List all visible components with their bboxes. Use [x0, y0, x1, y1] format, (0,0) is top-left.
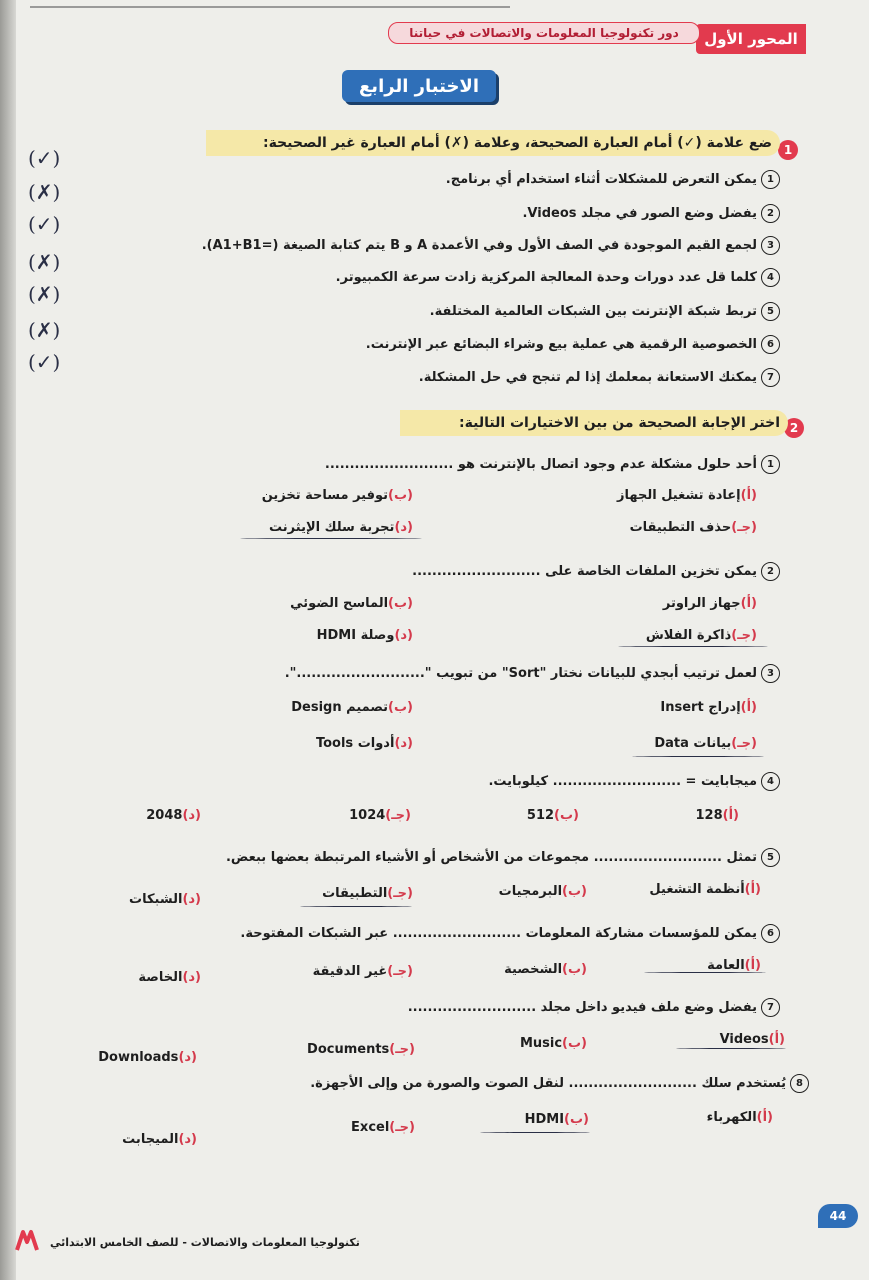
- q1-item: 5 تربط شبكة الإنترنت بين الشبكات العالمية المختلفة.: [430, 302, 780, 321]
- option-d: (د)الخاصة: [138, 970, 201, 985]
- answer-underline: [240, 538, 422, 539]
- option-b: (ب)512: [526, 808, 579, 823]
- q2-stem: 2 يمكن تخزين الملفات الخاصة على ..........................: [412, 562, 780, 581]
- option-b: (ب)الماسح الضوئي: [290, 596, 413, 611]
- option-a: (أ)128: [695, 808, 739, 823]
- topic-banner: دور تكنولوجيا المعلومات والاتصالات في حياتنا: [388, 22, 700, 44]
- handwritten-check-mark: (✓): [28, 350, 61, 374]
- option-a: (أ)إدراج Insert: [660, 700, 757, 715]
- option-c: (جـ)Excel: [351, 1120, 415, 1135]
- option-b: (ب)البرمجيات: [498, 884, 587, 899]
- option-d: (د)وصلة HDMI: [316, 628, 413, 643]
- answer-underline: [632, 756, 764, 757]
- footer-text: تكنولوجيا المعلومات والاتصالات - للصف الخامس الابتدائي: [50, 1236, 360, 1249]
- answer-underline: [480, 1132, 590, 1133]
- option-b: (ب)تصميم Design: [291, 700, 413, 715]
- option-a: (أ)Videos: [719, 1032, 785, 1047]
- book-spine: [0, 0, 16, 1280]
- handwritten-cross-mark: (✗): [28, 250, 61, 274]
- answer-underline: [676, 1048, 786, 1049]
- q2-stem: 4 ميجابايت = .......................... كيلوبايت.: [488, 772, 780, 791]
- q1-item: 6 الخصوصية الرقمية هي عملية بيع وشراء البضائع عبر الإنترنت.: [366, 335, 780, 354]
- option-d: (د)الميجابت: [122, 1132, 197, 1147]
- option-b: (ب)الشخصية: [504, 962, 587, 977]
- option-b: (ب)HDMI: [524, 1112, 589, 1127]
- q2-stem: 1 أحد حلول مشكلة عدم وجود اتصال بالإنترنت هو ..........................: [325, 455, 780, 474]
- handwritten-check-mark: (✓): [28, 212, 61, 236]
- q1-item: 4 كلما قل عدد دورات وحدة المعالجة المركزية زادت سرعة الكمبيوتر.: [336, 268, 780, 287]
- option-c: (جـ)1024: [349, 808, 411, 823]
- option-d: (د)Downloads: [98, 1050, 197, 1065]
- option-a: (أ)العامة: [707, 958, 761, 973]
- q1-item: 7 يمكنك الاستعانة بمعلمك إذا لم تنجح في حل المشكلة.: [419, 368, 780, 387]
- option-c: (جـ)بيانات Data: [654, 736, 757, 751]
- q1-number: 1: [778, 140, 798, 160]
- option-d: (د)2048: [146, 808, 201, 823]
- chapter-tab: المحور الأول: [696, 24, 806, 54]
- q2-stem: 3 لعمل ترتيب أبجدي للبيانات نختار "Sort" من تبويب "..........................".: [285, 664, 780, 683]
- q1-item: 2 يفضل وضع الصور في مجلد Videos.: [522, 204, 780, 223]
- option-a: (أ)جهاز الراوتر: [662, 596, 757, 611]
- top-rule: [30, 6, 510, 8]
- option-d: (د)الشبكات: [129, 892, 201, 907]
- option-c: (جـ)ذاكرة الفلاش: [645, 628, 757, 643]
- option-c: (جـ)غير الدقيقة: [312, 964, 413, 979]
- q1-item: 1 يمكن التعرض للمشكلات أثناء استخدام أي برنامج.: [446, 170, 780, 189]
- option-a: (أ)الكهرباء: [706, 1110, 773, 1125]
- page-number: 44: [818, 1204, 858, 1228]
- handwritten-cross-mark: (✗): [28, 318, 61, 342]
- option-c: (جـ)Documents: [307, 1042, 415, 1057]
- handwritten-check-mark: (✓): [28, 146, 61, 170]
- answer-underline: [618, 646, 768, 647]
- option-a: (أ)أنظمة التشغيل: [649, 882, 761, 897]
- option-c: (جـ)التطبيقات: [322, 886, 413, 901]
- handwritten-cross-mark: (✗): [28, 180, 61, 204]
- q1-instruction: ضع علامة (✓) أمام العبارة الصحيحة، وعلامة (✗) أمام العبارة غير الصحيحة:: [206, 130, 780, 156]
- option-b: (ب)توفير مساحة تخزين: [261, 488, 413, 503]
- answer-underline: [300, 906, 412, 907]
- q2-instruction: اختر الإجابة الصحيحة من بين الاختيارات التالية:: [400, 410, 788, 436]
- option-b: (ب)Music: [519, 1036, 587, 1051]
- q2-number: 2: [784, 418, 804, 438]
- option-c: (جـ)حذف التطبيقات: [629, 520, 757, 535]
- test-title: الاختبار الرابع: [342, 70, 496, 102]
- publisher-logo-icon: [14, 1226, 44, 1254]
- q2-stem: 6 يمكن للمؤسسات مشاركة المعلومات .......................... عبر الشبكات المفتوحة.: [240, 924, 780, 943]
- q1-item: 3 لجمع القيم الموجودة في الصف الأول وفي الأعمدة A و B يتم كتابة الصيغة (=A1+B1).: [202, 236, 780, 255]
- q2-stem: 7 يفضل وضع ملف فيديو داخل مجلد ..........................: [408, 998, 780, 1017]
- q2-stem: 8 يُستخدم سلك .......................... لنقل الصوت والصورة من وإلى الأجهزة.: [310, 1074, 809, 1093]
- option-d: (د)أدوات Tools: [315, 736, 413, 751]
- handwritten-cross-mark: (✗): [28, 282, 61, 306]
- q2-stem: 5 تمثل .......................... مجموعات من الأشخاص أو الأشياء المرتبطة بعضها ببعض.: [226, 848, 780, 867]
- answer-underline: [644, 972, 766, 973]
- option-a: (أ)إعادة تشغيل الجهاز: [617, 488, 757, 503]
- option-d: (د)تجربة سلك الإيثرنت: [269, 520, 413, 535]
